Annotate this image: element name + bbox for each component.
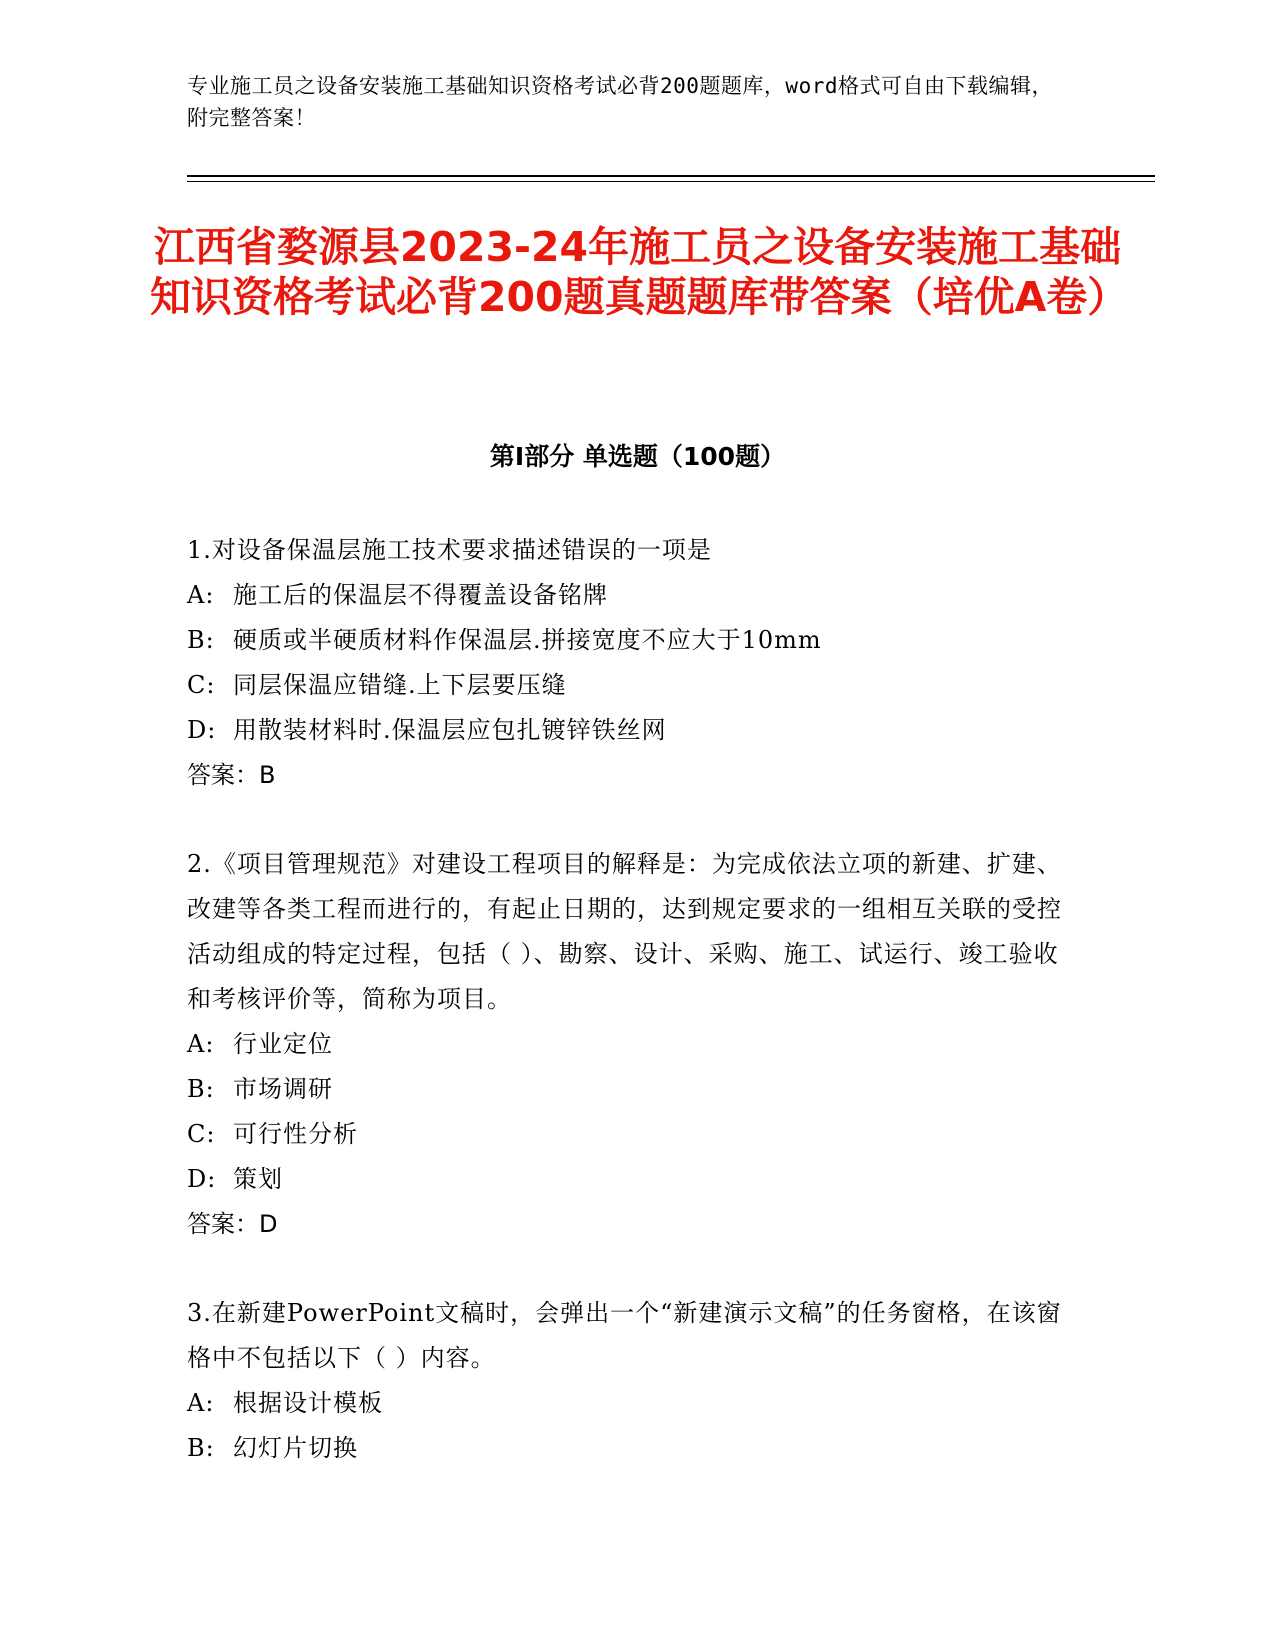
document-title: 江西省婺源县2023-24年施工员之设备安装施工基础知识资格考试必背200题真题题库带答案（培优A卷） [150, 223, 1129, 321]
header-rule-thick [187, 175, 1155, 177]
option-a [187, 573, 1077, 618]
option-text: 市场调研 [233, 1075, 333, 1103]
answer: 答案：B [187, 761, 276, 789]
header-rule-thin [187, 181, 1155, 182]
option-letter: C: [187, 671, 216, 699]
answer: 答案：D [187, 1210, 278, 1238]
section-title: 第Ⅰ部分 单选题（100题） [489, 442, 786, 471]
question-1 [187, 528, 1077, 798]
option-letter: B: [187, 626, 215, 654]
question-2 [187, 842, 1077, 1247]
question-3 [187, 1291, 1077, 1471]
option-a [187, 1022, 1077, 1067]
option-text: 幻灯片切换 [233, 1434, 358, 1462]
question-list [187, 528, 1077, 1515]
option-letter: D: [187, 1165, 217, 1193]
option-d [187, 708, 1077, 753]
option-c [187, 1112, 1077, 1157]
question-text: 1.对设备保温层施工技术要求描述错误的一项是 [187, 536, 712, 564]
option-letter: A: [187, 1389, 215, 1417]
option-letter: A: [187, 1030, 215, 1058]
option-text: 用散装材料时.保温层应包扎镀锌铁丝网 [233, 716, 667, 744]
option-b [187, 1067, 1077, 1112]
question-text: 3.在新建PowerPoint文稿时，会弹出一个“新建演示文稿”的任务窗格，在该窗格中不包括以下（ ）内容。 [187, 1299, 1062, 1372]
option-letter: B: [187, 1434, 215, 1462]
option-text: 同层保温应错缝.上下层要压缝 [233, 671, 567, 699]
option-letter: C: [187, 1120, 216, 1148]
option-letter: A: [187, 581, 215, 609]
option-a [187, 1381, 1077, 1426]
option-b [187, 1426, 1077, 1471]
question-text: 2.《项目管理规范》对建设工程项目的解释是：为完成依法立项的新建、扩建、改建等各类工程而进行的，有起止日期的，达到规定要求的一组相互关联的受控活动组成的特定过程，包括（ ）、勘察、设计、采购、施工、试运行、竣工验收和考核评价等，简称为项目。 [187, 850, 1062, 1013]
option-text: 施工后的保温层不得覆盖设备铭牌 [233, 581, 608, 609]
option-b [187, 618, 1077, 663]
option-c [187, 663, 1077, 708]
option-letter: D: [187, 716, 217, 744]
option-letter: B: [187, 1075, 215, 1103]
header-note: 专业施工员之设备安装施工基础知识资格考试必背200题题库，word格式可自由下载编辑，附完整答案！ [187, 74, 1053, 130]
option-text: 策划 [233, 1165, 283, 1193]
option-d [187, 1157, 1077, 1202]
option-text: 硬质或半硬质材料作保温层.拼接宽度不应大于10mm [233, 626, 822, 654]
option-text: 可行性分析 [233, 1120, 358, 1148]
option-text: 行业定位 [233, 1030, 333, 1058]
option-text: 根据设计模板 [233, 1389, 383, 1417]
